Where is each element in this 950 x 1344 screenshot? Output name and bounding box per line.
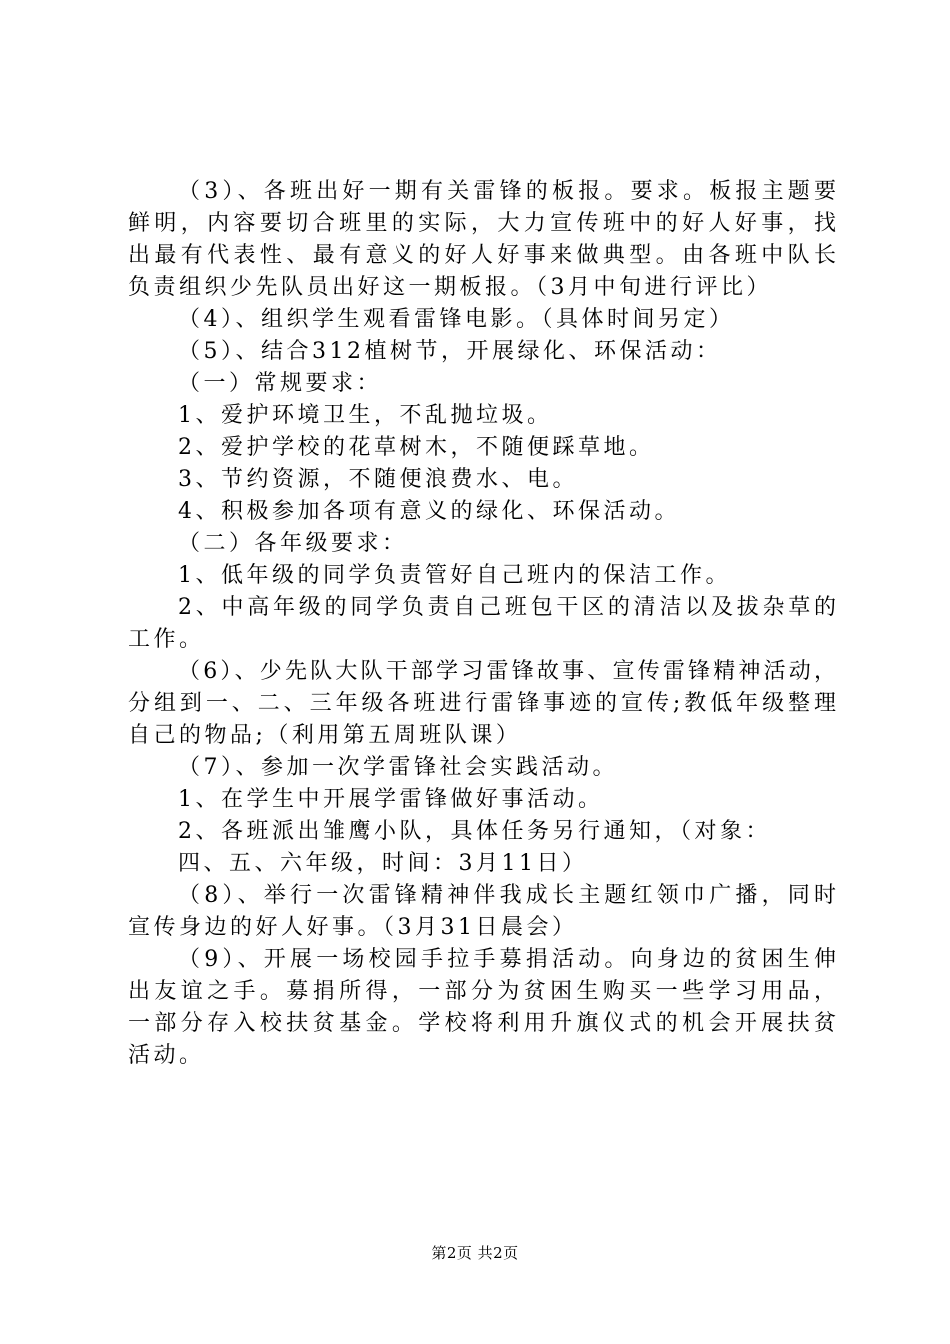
list-item: 2、各班派出雏鹰小队，具体任务另行通知，（对象：: [178, 819, 771, 844]
paragraph-line: （9）、开展一场校园手拉手募捐活动。向身边的贫困生伸: [178, 947, 836, 972]
section-heading: （一）常规要求：: [178, 371, 383, 396]
list-item: 1、在学生中开展学雷锋做好事活动。: [178, 787, 604, 812]
paragraph-line: 工作。: [128, 627, 205, 652]
list-item: 2、中高年级的同学负责自己班包干区的清洁以及拔杂草的: [178, 595, 836, 620]
document-body: [128, 176, 836, 1072]
paragraph-line: 鲜明，内容要切合班里的实际，大力宣传班中的好人好事，找: [128, 211, 836, 236]
section-heading: （二）各年级要求：: [178, 531, 408, 556]
paragraph-line: 负责组织少先队员出好这一期板报。（3月中旬进行评比）: [128, 275, 772, 300]
paragraph-line: （4）、组织学生观看雷锋电影。（具体时间另定）: [178, 307, 735, 332]
list-item: 2、爱护学校的花草树木，不随便踩草地。: [178, 435, 655, 460]
paragraph-line: （7）、参加一次学雷锋社会实践活动。: [178, 755, 618, 780]
paragraph-line: 自己的物品;（利用第五周班队课）: [128, 723, 522, 748]
list-item: 1、低年级的同学负责管好自己班内的保洁工作。: [178, 563, 731, 588]
paragraph-line: 出友谊之手。募捐所得，一部分为贫困生购买一些学习用品，: [128, 979, 836, 1004]
list-item: 4、积极参加各项有意义的绿化、环保活动。: [178, 499, 680, 524]
paragraph-line: （8）、举行一次雷锋精神伴我成长主题红领巾广播，同时: [178, 883, 836, 908]
list-item: 1、爱护环境卫生，不乱抛垃圾。: [178, 403, 553, 428]
paragraph-line: （6）、少先队大队干部学习雷锋故事、宣传雷锋精神活动，: [178, 659, 836, 684]
paragraph-line: 活动。: [128, 1043, 205, 1068]
list-item: 3、节约资源，不随便浪费水、电。: [178, 467, 578, 492]
paragraph-line: 出最有代表性、最有意义的好人好事来做典型。由各班中队长: [128, 243, 836, 268]
paragraph-line: （3）、各班出好一期有关雷锋的板报。要求。板报主题要: [178, 179, 836, 204]
list-item: 四、五、六年级，时间：3月11日）: [178, 851, 588, 876]
paragraph-line: （5）、结合312植树节，开展绿化、环保活动：: [178, 339, 722, 364]
paragraph-line: 宣传身边的好人好事。（3月31日晨会）: [128, 915, 578, 940]
paragraph-line: 分组到一、二、三年级各班进行雷锋事迹的宣传;教低年级整理: [128, 691, 836, 716]
page-number: 第2页 共2页: [431, 1244, 519, 1262]
paragraph-line: 一部分存入校扶贫基金。学校将利用升旗仪式的机会开展扶贫: [128, 1011, 836, 1036]
